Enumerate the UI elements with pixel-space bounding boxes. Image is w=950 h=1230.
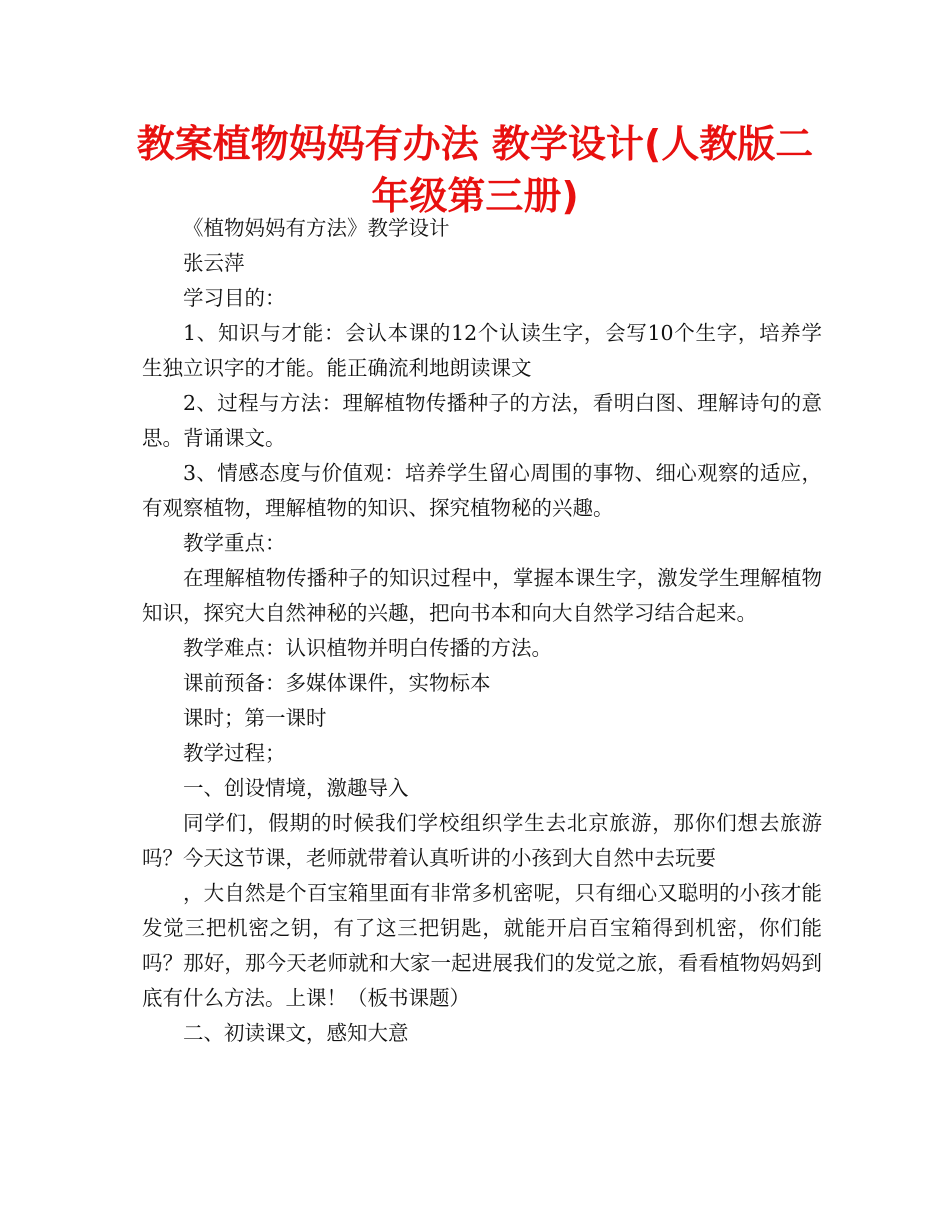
paragraph-lesson-heading: 《植物妈妈有方法》教学设计 — [183, 216, 450, 240]
paragraph-process-heading: 教学过程； — [183, 741, 286, 765]
paragraph-section-1-heading: 一、创设情境，激趣导入 — [183, 776, 409, 800]
document-body — [142, 211, 822, 1051]
paragraph-objective-3: 3、情感态度与价值观：培养学生留心周围的事物、细心观察的适应，有观察植物，理解植物的知识、探究植物秘的兴趣。 — [142, 461, 822, 520]
paragraph-intro-2: ，大自然是个百宝箱里面有非常多机密呢，只有细心又聪明的小孩才能发觉三把机密之钥，有了这三把钥匙，就能开启百宝箱得到机密，你们能吗？那好，那今天老师就和大家一起进展我们的发觉之旅，看看植物妈妈到底有什么方法。上课！（板书课题） — [142, 881, 822, 1010]
paragraph-author: 张云萍 — [183, 251, 245, 275]
paragraph-preparation: 课前预备：多媒体课件，实物标本 — [183, 671, 491, 695]
paragraph-objectives-heading: 学习目的： — [183, 286, 286, 310]
paragraph-key-points-heading: 教学重点： — [183, 531, 286, 555]
paragraph-lesson-period: 课时；第一课时 — [183, 706, 327, 730]
document-title: 教案植物妈妈有办法 教学设计(人教版二年级第三册) — [136, 122, 814, 218]
paragraph-objective-2: 2、过程与方法：理解植物传播种子的方法，看明白图、理解诗句的意思。背诵课文。 — [142, 391, 822, 450]
paragraph-key-points: 在理解植物传播种子的知识过程中，掌握本课生字，激发学生理解植物知识，探究大自然神秘的兴趣，把向书本和向大自然学习结合起来。 — [142, 566, 822, 625]
paragraph-intro-1: 同学们，假期的时候我们学校组织学生去北京旅游，那你们想去旅游吗？今天这节课，老师就带着认真听讲的小孩到大自然中去玩要 — [142, 811, 822, 870]
paragraph-section-2-heading: 二、初读课文，感知大意 — [183, 1021, 409, 1045]
paragraph-objective-1: 1、知识与才能：会认本课的12个认读生字，会写10个生字，培养学生独立识字的才能。能正确流利地朗读课文 — [142, 321, 822, 380]
paragraph-difficulty: 教学难点：认识植物并明白传播的方法。 — [183, 636, 552, 660]
